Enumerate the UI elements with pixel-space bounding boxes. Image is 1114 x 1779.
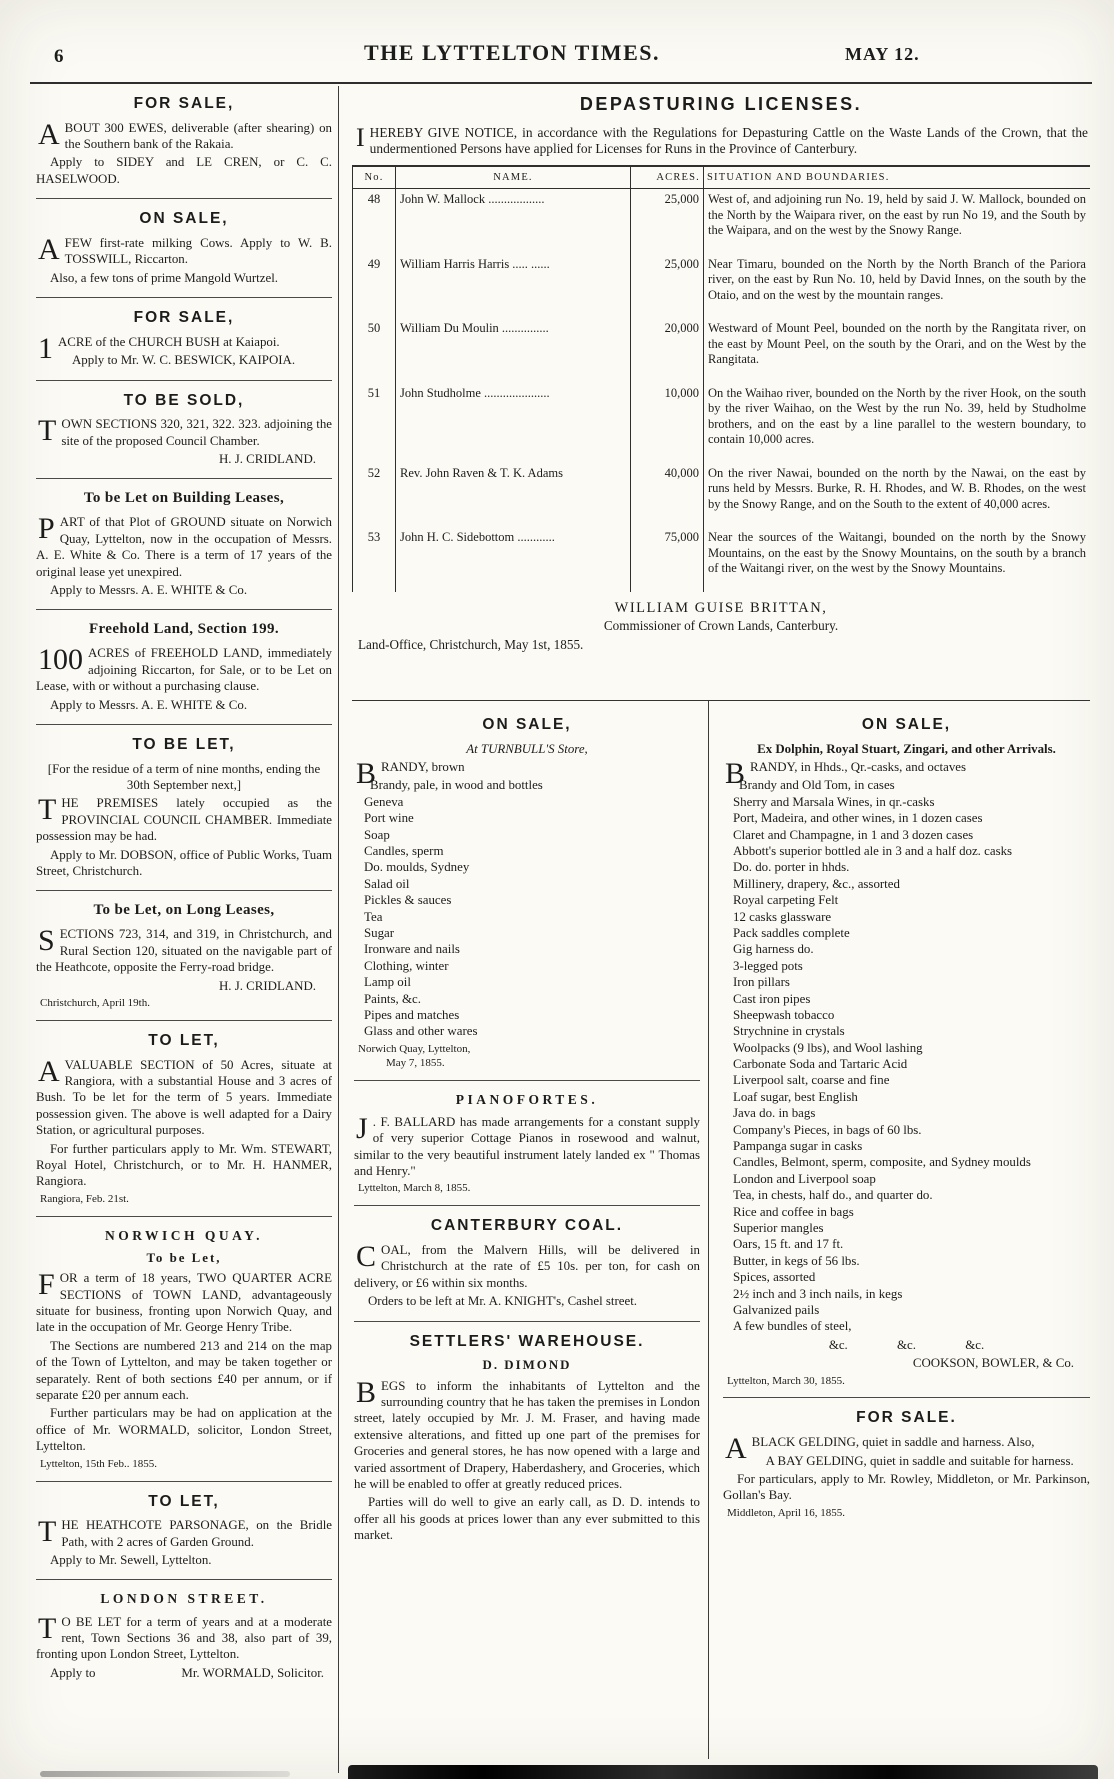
issue-date: MAY 12. xyxy=(845,44,920,64)
drop-cap: T xyxy=(38,793,57,827)
license-cell-name: William Harris Harris ..... ...... xyxy=(396,254,631,319)
col-header-acres: ACRES. xyxy=(631,166,704,189)
drop-cap: C xyxy=(356,1239,377,1273)
ad-heading: To be Let, on Long Leases, xyxy=(93,902,275,919)
ad xyxy=(723,1397,1090,1520)
ad-text: . F. BALLARD has made arrangements for a constant supply of very superior Cottage Pianos in rosewood and walnut, similar to the very beautiful instrument lately landed ex " Thomas and Henry." xyxy=(354,1114,700,1178)
goods-item: Lamp oil xyxy=(364,975,411,990)
license-header-row xyxy=(353,166,1091,189)
ad-paragraph xyxy=(36,514,332,580)
right-column xyxy=(709,701,1090,1759)
goods-item: Candles, sperm xyxy=(364,844,444,859)
goods-item: Spices, assorted xyxy=(733,1270,816,1285)
ad xyxy=(354,715,700,1071)
ad xyxy=(36,94,332,189)
goods-item: Do. do. porter in hhds. xyxy=(733,860,850,875)
ad-line: D. DIMOND xyxy=(482,1358,572,1373)
license-row xyxy=(353,463,1091,528)
ad-paragraph xyxy=(36,1611,332,1663)
license-row xyxy=(353,383,1091,463)
goods-item: Gig harness do. xyxy=(733,942,814,957)
ad-text: OR a term of 18 years, TWO QUARTER ACRE SECTIONS of TOWN LAND, advantageously situate for business, fronting upon Norwich Quay, and late in the occupation of Mr. George Henry Tribe. xyxy=(36,1271,332,1335)
ad-line: Apply to Mr. DOBSON, office of Public Works, Tuam Street, Christchurch. xyxy=(36,847,332,878)
ad-paragraph xyxy=(36,232,332,268)
ad xyxy=(36,890,332,1011)
ad-line: Lyttelton, 15th Feb.. 1855. xyxy=(40,1457,158,1470)
license-cell-no: 51 xyxy=(353,383,396,463)
ad-paragraph xyxy=(354,1375,700,1493)
ad-text: RANDY, in Hhds., Qr.-casks, and octaves xyxy=(750,760,967,775)
drop-cap: S xyxy=(38,924,55,958)
ad-heading: NORWICH QUAY. xyxy=(104,1227,264,1243)
column-divider xyxy=(338,86,339,1773)
goods-item: Port, Madeira, and other wines, in 1 dozen cases xyxy=(733,811,983,826)
drop-cap: J xyxy=(356,1111,368,1145)
goods-item: Candles, Belmont, sperm, composite, and Sydney moulds xyxy=(733,1155,1031,1170)
goods-item: Loaf sugar, best English xyxy=(733,1089,858,1104)
goods-item: Royal carpeting Felt xyxy=(733,893,839,908)
ad-line: H. J. CRIDLAND. xyxy=(218,978,316,993)
ad-paragraph xyxy=(36,1270,332,1336)
goods-item: Strychnine in crystals xyxy=(733,1024,845,1039)
ad-text: ACRE of the CHURCH BUSH at Kaiapoi. xyxy=(58,334,280,349)
goods-item: Soap xyxy=(364,827,390,842)
ink-smudge xyxy=(348,1765,1098,1779)
ad xyxy=(36,297,332,370)
paper-title: THE LYTTELTON TIMES. xyxy=(364,40,660,65)
ad xyxy=(723,715,1090,1388)
ad-text: ECTIONS 723, 314, and 319, in Christchurch, and Rural Section 120, situated on the navigable part of the Heathcote, opposite the Ferry-road bridge. xyxy=(36,927,332,975)
goods-item: Do. moulds, Sydney xyxy=(364,860,470,875)
ad-paragraph xyxy=(36,416,332,449)
license-cell-name: John H. C. Sidebottom ............ xyxy=(396,527,631,592)
license-cell-name: William Du Moulin ............... xyxy=(396,318,631,383)
ad xyxy=(36,724,332,881)
drop-cap: A xyxy=(38,1054,60,1088)
goods-item: Java do. in bags xyxy=(733,1106,816,1121)
goods-item: Pack saddles complete xyxy=(733,925,850,940)
ad-line: Lyttelton, March 30, 1855. xyxy=(727,1374,845,1387)
license-cell-acres: 10,000 xyxy=(631,383,704,463)
split-left: Apply to xyxy=(50,1665,96,1680)
ad-heading: Freehold Land, Section 199. xyxy=(88,621,280,638)
ad xyxy=(36,609,332,715)
licenses-heading: DEPASTURING LICENSES. xyxy=(579,94,863,114)
ad-text: ART of that Plot of GROUND situate on Norwich Quay, Lyttelton, now in the occupation of Messrs. A. E. White & Co. There is a term of 17 years of the original lease yet unexpired. xyxy=(36,515,332,579)
ad-line: Apply to Messrs. A. E. WHITE & Co. xyxy=(50,582,248,597)
ad-text: BLACK GELDING, quiet in saddle and harness. Also, xyxy=(751,1435,1035,1450)
goods-list xyxy=(354,777,700,1039)
goods-item: Tea xyxy=(364,909,383,924)
license-cell-situation: Near the sources of the Waitangi, bounded on the north by the Snowy Mountains, on the east by the Snowy Mountains, on the south by a branch of the Waitangi river, on the west by the Snowy Mountains. xyxy=(708,530,1086,576)
ad-line: Also, a few tons of prime Mangold Wurtzel. xyxy=(50,270,279,285)
goods-item: Cast iron pipes xyxy=(733,991,811,1006)
drop-cap: B xyxy=(725,757,746,791)
ad-line: Apply to Mr. W. C. BESWICK, KAIPOIA. xyxy=(72,353,296,368)
drop-cap: 100 xyxy=(38,643,83,677)
goods-item: 3-legged pots xyxy=(733,958,803,973)
drop-cap: B xyxy=(356,1375,377,1409)
ad-heading: TO LET, xyxy=(148,1492,220,1510)
license-cell-name: John Studholme ..................... xyxy=(396,383,631,463)
ad xyxy=(36,1216,332,1472)
ad-line: Orders to be left at Mr. A. KNIGHT's, Cashel street. xyxy=(368,1294,638,1309)
ad-line: Further particulars may be had on application at the office of Mr. WORMALD, solicitor, London Street, Lyttelton. xyxy=(36,1406,332,1454)
ad-line: The Sections are numbered 213 and 214 on the map of the Town of Lyttelton, and may be taken together or separately. Rent of both sections £40 per annum, or if separate £20 per annum each. xyxy=(36,1338,332,1402)
ad-text: BOUT 300 EWES, deliverable (after shearing) on the Southern bank of the Rakaia. xyxy=(64,120,332,152)
left-column-ads xyxy=(36,94,332,1683)
drop-cap: A xyxy=(725,1432,747,1466)
goods-item: Galvanized pails xyxy=(733,1302,820,1317)
land-office-dateline: Land-Office, Christchurch, May 1st, 1855. xyxy=(358,636,584,652)
page-number: 6 xyxy=(54,46,64,67)
masthead-rule xyxy=(30,82,1092,84)
ad-text: FEW first-rate milking Cows. Apply to W. B. TOSSWILL, Riccarton. xyxy=(64,235,332,267)
col-header-no: No. xyxy=(353,166,396,189)
goods-item: Millinery, drapery, &c., assorted xyxy=(733,876,900,891)
ad-line: May 7, 1855. xyxy=(386,1056,445,1069)
goods-item: Pampanga sugar in casks xyxy=(733,1139,863,1154)
goods-item: Tea, in chests, half do., and quarter do. xyxy=(733,1188,933,1203)
right-area xyxy=(352,88,1090,1759)
goods-item: London and Liverpool soap xyxy=(733,1171,876,1186)
drop-cap: T xyxy=(38,1515,57,1549)
license-row xyxy=(353,189,1091,254)
goods-item: Glass and other wares xyxy=(364,1024,478,1039)
ad-text: ACRES of FREEHOLD LAND, immediately adjoining Riccarton, for Sale, or to be Let on Lease, with or without a purchasing clause. xyxy=(36,646,332,694)
ad xyxy=(36,1481,332,1571)
ad-line: H. J. CRIDLAND. xyxy=(218,451,316,466)
drop-cap: P xyxy=(38,512,55,546)
licenses-notice xyxy=(354,125,1088,157)
ad-text: EGS to inform the inhabitants of Lyttelton and the surrounding country that he has taken the premises in London street, lately occupied by Mr. J. M. Fraser, and having made extensive alterations, and fitted up one part of the premises for Groceries and general stores, he has now opened with a large and varied assortment of Drapery, Haberdashery, and Groceries, which he will be enabled to offer at greatly reduced prices. xyxy=(354,1378,700,1491)
goods-item: Oars, 15 ft. and 17 ft. xyxy=(733,1237,844,1252)
license-row xyxy=(353,254,1091,319)
split-right: Mr. WORMALD, Solicitor. xyxy=(181,1665,324,1680)
license-cell-name: Rev. John Raven & T. K. Adams xyxy=(396,463,631,528)
goods-item: Brandy and Old Tom, in cases xyxy=(739,778,895,793)
ad xyxy=(354,1205,700,1311)
ad-paragraph xyxy=(36,117,332,153)
ad-line: A BAY GELDING, quiet in saddle and suitable for harness. xyxy=(765,1453,1074,1468)
drop-cap: F xyxy=(38,1268,55,1302)
license-cell-no: 48 xyxy=(353,189,396,254)
ad-line: [For the residue of a term of nine months, ending the 30th September next,] xyxy=(47,761,321,793)
license-cell-acres: 25,000 xyxy=(631,254,704,319)
drop-cap: A xyxy=(38,232,60,266)
ad xyxy=(36,1020,332,1207)
ad-text: VALUABLE SECTION of 50 Acres, situate at Rangiora, with a substantial House and 3 acres of Bush. To be let for the term of 5 years. Immediate possession given. The above is well adapted for a Dairy Station, or agricultural purposes. xyxy=(36,1057,332,1138)
ad-line: At TURNBULL'S Store, xyxy=(466,741,588,756)
ad-line: To be Let, xyxy=(146,1250,222,1265)
goods-item: 2½ inch and 3 inch nails, in kegs xyxy=(733,1286,903,1301)
goods-item: Butter, in kegs of 56 lbs. xyxy=(733,1253,860,1268)
goods-item: Sugar xyxy=(364,925,395,940)
ad-text: O BE LET for a term of years and at a moderate rent, Town Sections 36 and 38, also part of 39, fronting upon London Street, Lyttelton. xyxy=(36,1614,332,1662)
goods-list xyxy=(723,777,1090,1334)
lower-columns xyxy=(352,701,1090,1759)
ad-paragraph xyxy=(36,795,332,844)
license-cell-situation: West of, and adjoining run No. 19, held by said J. W. Mallock, bounded on the North by the Waipara river, on the east by run No 19, and the South by the Waipara, and on the west by the Snowy Range. xyxy=(708,192,1086,238)
ad-paragraph xyxy=(36,1054,332,1139)
goods-item: Woolpacks (9 lbs), and Wool lashing xyxy=(733,1040,923,1055)
ad-line: Middleton, April 16, 1855. xyxy=(727,1506,845,1519)
ad-heading: SETTLERS' WAREHOUSE. xyxy=(409,1332,645,1350)
license-cell-no: 53 xyxy=(353,527,396,592)
goods-item: Port wine xyxy=(364,811,414,826)
col-header-situation: SITUATION AND BOUNDARIES. xyxy=(704,166,1091,189)
goods-item: Clothing, winter xyxy=(364,958,449,973)
drop-cap: T xyxy=(38,414,57,448)
goods-item: Liverpool salt, coarse and fine xyxy=(733,1073,890,1088)
drop-cap: I xyxy=(356,123,365,152)
ad-line: Apply to Messrs. A. E. WHITE & Co. xyxy=(50,697,248,712)
ad-text: HE HEATHCOTE PARSONAGE, on the Bridle Path, with 2 acres of Garden Ground. xyxy=(61,1518,332,1549)
middle-column-ads xyxy=(354,715,700,1546)
ad-split-line xyxy=(36,1665,332,1681)
goods-item: 12 casks glassware xyxy=(733,909,832,924)
ad xyxy=(354,1321,700,1546)
commissioner-title: Commissioner of Crown Lands, Canterbury. xyxy=(603,617,839,633)
license-cell-name: John W. Mallock .................. xyxy=(396,189,631,254)
license-cell-situation: On the Waihao river, bounded on the North by the river Hook, on the south by the river Waihao, on the West by the run No. 39, held by Studholme brothers, and on the east by a line parallel to the western boundary, to contain 10,000 acres. xyxy=(708,385,1086,447)
ad-line: For particulars, apply to Mr. Rowley, Middleton, or Mr. Parkinson, Gollan's Bay. xyxy=(723,1471,1090,1503)
ad-paragraph xyxy=(354,1239,700,1291)
goods-item: Geneva xyxy=(364,794,404,809)
ad-heading: ON SALE, xyxy=(139,210,229,228)
ad-heading: TO BE SOLD, xyxy=(123,391,245,409)
ad xyxy=(36,198,332,288)
goods-item: A few bundles of steel, xyxy=(733,1319,852,1334)
goods-item: Sherry and Marsala Wines, in qr.-casks xyxy=(733,794,935,809)
right-column-ads xyxy=(723,715,1090,1521)
ad-line: COOKSON, BOWLER, & Co. xyxy=(912,1356,1074,1371)
goods-item: Paints, &c. xyxy=(364,991,421,1006)
ad-heading: CANTERBURY COAL. xyxy=(430,1217,624,1235)
goods-item: Salad oil xyxy=(364,876,410,891)
goods-item: Ironware and nails xyxy=(364,942,460,957)
licenses-notice-text: HEREBY GIVE NOTICE, in accordance with the Regulations for Depasturing Cattle on the Waste Lands of the Crown, that the undermentioned Persons have applied for Licenses for Runs in the Province of Canterbury. xyxy=(369,125,1088,156)
license-cell-situation: Westward of Mount Peel, bounded on the north by the Rangitata river, on the east by Mount Peel, on the south by the Orari, and on the West by the Rangitata. xyxy=(708,321,1086,367)
ink-smudge-faint xyxy=(40,1771,290,1777)
license-cell-acres: 20,000 xyxy=(631,318,704,383)
ad-line: Lyttelton, March 8, 1855. xyxy=(358,1182,471,1195)
goods-item: Claret and Champagne, in 1 and 3 dozen cases xyxy=(733,827,974,842)
goods-item: Iron pillars xyxy=(733,975,790,990)
license-table xyxy=(352,165,1090,592)
ad-paragraph xyxy=(36,645,332,694)
goods-item: Carbonate Soda and Tartaric Acid xyxy=(733,1057,908,1072)
drop-cap: A xyxy=(38,117,60,151)
ad-line: Apply to Mr. Sewell, Lyttelton. xyxy=(50,1552,212,1567)
ad-heading: ON SALE, xyxy=(861,716,952,733)
license-cell-situation: On the river Nawai, bounded on the north by the Nawai, on the east by runs held by Messrs. Burke, R. H. Rhodes, and W. B. Rhodes, on the west by the Snowy Range, and on the South to the extent of 40,000 acres. xyxy=(708,465,1086,511)
ad-heading: LONDON STREET. xyxy=(100,1591,268,1607)
ad-line: Christchurch, April 19th. xyxy=(40,997,150,1009)
ad-line: Norwich Quay, Lyttelton, xyxy=(358,1042,471,1055)
ad xyxy=(36,380,332,470)
license-row xyxy=(353,527,1091,592)
goods-item: Pipes and matches xyxy=(364,1007,460,1022)
ad-line: Apply to SIDEY and LE CREN, or C. C. HASELWOOD. xyxy=(36,155,332,186)
masthead xyxy=(0,34,1114,80)
ad xyxy=(36,478,332,600)
left-column xyxy=(36,90,332,1770)
ad-text: OAL, from the Malvern Hills, will be delivered in Christchurch at the rate of £5 10s. per ton, for cash on delivery, or £6 within six months. xyxy=(354,1242,700,1290)
goods-item: Company's Pieces, in bags of 60 lbs. xyxy=(733,1122,922,1137)
license-cell-acres: 75,000 xyxy=(631,527,704,592)
license-cell-acres: 40,000 xyxy=(631,463,704,528)
goods-item: Pickles & sauces xyxy=(364,893,452,908)
ad-text: HE PREMISES lately occupied as the PROVINCIAL COUNCIL CHAMBER. Immediate possession may be had. xyxy=(36,796,332,844)
ad-paragraph xyxy=(354,1111,700,1180)
license-table-head xyxy=(353,166,1091,189)
license-cell-situation: Near Timaru, bounded on the North by the North Branch of the Pariora river, on the east by Run No. 10, held by David Innes, on the south by the Otaio, and on the west by the mountain ranges. xyxy=(708,256,1086,302)
goods-item: Brandy, pale, in wood and bottles xyxy=(370,778,543,793)
ad-line: For further particulars apply to Mr. Wm. STEWART, Royal Hotel, Christchurch, or to Mr. H. HANMER, Rangiora. xyxy=(36,1141,332,1189)
ad-line: &c. &c. &c. xyxy=(828,1337,985,1352)
license-cell-acres: 25,000 xyxy=(631,189,704,254)
col-header-name: NAME. xyxy=(396,166,631,189)
middle-column xyxy=(352,701,708,1759)
goods-item: Superior mangles xyxy=(733,1221,824,1235)
goods-item: Sheepwash tobacco xyxy=(733,1007,835,1022)
goods-item: Rice and coffee in bags xyxy=(733,1204,854,1219)
ad-heading: ON SALE, xyxy=(482,716,572,733)
drop-cap: T xyxy=(38,1611,57,1645)
ad xyxy=(354,1080,700,1197)
license-cell-no: 50 xyxy=(353,318,396,383)
ad-paragraph xyxy=(36,926,332,975)
ad-heading: FOR SALE. xyxy=(856,1409,957,1427)
license-row xyxy=(353,318,1091,383)
ad-line: Ex Dolphin, Royal Stuart, Zingari, and other Arrivals. xyxy=(757,741,1056,756)
ad-heading: FOR SALE, xyxy=(133,95,235,112)
ad-heading: TO LET, xyxy=(148,1031,220,1049)
goods-item: Abbott's superior bottled ale in 3 and a half doz. casks xyxy=(733,844,1013,859)
ad-heading: To be Let on Building Leases, xyxy=(83,490,285,507)
license-table-body xyxy=(353,189,1091,592)
ad-line: Parties will do well to give an early call, as D. D. intends to offer all his goods at prices lower than any ever submitted to this market. xyxy=(354,1495,700,1543)
license-cell-no: 49 xyxy=(353,254,396,319)
ad-heading: PIANOFORTES. xyxy=(455,1091,599,1107)
ad-heading: TO BE LET, xyxy=(132,735,236,753)
license-cell-no: 52 xyxy=(353,463,396,528)
commissioner-signature: WILLIAM GUISE BRITTAN, xyxy=(614,599,828,616)
ad-line: Rangiora, Feb. 21st. xyxy=(40,1192,129,1205)
drop-cap: B xyxy=(356,757,377,791)
licenses-section xyxy=(352,94,1090,692)
ad-heading: FOR SALE, xyxy=(133,309,235,327)
ad-text: RANDY, brown xyxy=(381,760,465,775)
ad-text: OWN SECTIONS 320, 321, 322. 323. adjoining the site of the proposed Council Chamber. xyxy=(61,417,332,448)
ad xyxy=(36,1579,332,1683)
ad-paragraph xyxy=(36,1517,332,1550)
drop-cap: 1 xyxy=(38,331,53,365)
